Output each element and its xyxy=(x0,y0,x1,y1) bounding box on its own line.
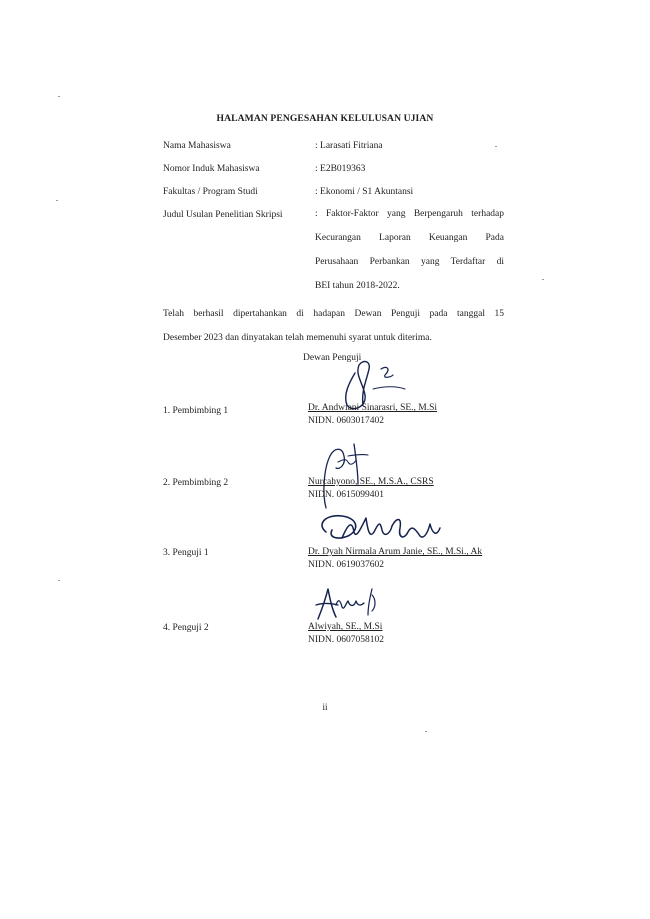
examiner-nidn: NIDN. 0607058102 xyxy=(308,635,384,645)
examiner-nidn: NIDN. 0619037602 xyxy=(308,560,384,570)
examiner-name: Dr. Dyah Nirmala Arum Janie, SE., M.Si., Ak xyxy=(308,547,483,557)
statement-line: Telah berhasil dipertahankan di hadapan Dewan Penguji pada tanggal 15 xyxy=(163,309,504,319)
examiner-nidn: NIDN. 0615099401 xyxy=(308,490,384,500)
thesis-line: : Faktor-Faktor yang Berpengaruh terhadap xyxy=(315,209,504,219)
field-label: Fakultas / Program Studi xyxy=(163,187,258,197)
examiner-role: 2. Pembimbing 2 xyxy=(163,478,229,488)
document-title: HALAMAN PENGESAHAN KELULUSAN UJIAN xyxy=(216,113,434,124)
scan-speck xyxy=(58,580,60,581)
page-number: ii xyxy=(322,702,328,712)
thesis-line: BEI tahun 2018-2022. xyxy=(315,281,400,291)
examiner-name: Nurcahyono, SE., M.S.A., CSRS xyxy=(308,477,434,487)
examiner-nidn: NIDN. 0603017402 xyxy=(308,416,384,426)
scan-speck xyxy=(425,731,427,732)
thesis-line: Perusahaan Perbankan yang Terdaftar di xyxy=(315,257,504,267)
field-value: : Larasati Fitriana xyxy=(315,141,383,151)
examiner-name: Dr. Andwiani Sinarasri, SE., M.Si xyxy=(308,403,438,413)
examiner-3 xyxy=(308,546,482,572)
scan-speck xyxy=(542,279,544,280)
scan-speck xyxy=(58,96,60,97)
examiner-role: 1. Pembimbing 1 xyxy=(163,406,229,416)
scan-speck xyxy=(495,146,497,147)
statement-line: Desember 2023 dan dinyatakan telah memenuhi syarat untuk diterima. xyxy=(163,333,432,343)
signature-penguji-2 xyxy=(312,585,392,625)
thesis-line: Kecurangan Laporan Keuangan Pada xyxy=(315,233,504,243)
examiner-4 xyxy=(308,621,384,647)
field-label: Judul Usulan Penelitian Skripsi xyxy=(163,210,283,220)
examiner-role: 4. Penguji 2 xyxy=(163,623,209,633)
examiner-1 xyxy=(308,402,437,428)
statement-paragraph xyxy=(163,306,504,354)
field-label: Nama Mahasiswa xyxy=(163,141,231,151)
examiner-name: Alwiyah, SE., M.Si xyxy=(308,622,383,632)
thesis-title xyxy=(315,206,504,302)
examiner-role: 3. Penguji 1 xyxy=(163,548,209,558)
board-heading: Dewan Penguji xyxy=(303,353,362,363)
scan-speck xyxy=(56,200,58,201)
field-value: : Ekonomi / S1 Akuntansi xyxy=(315,187,414,197)
examiner-2 xyxy=(308,476,434,502)
field-value: : E2B019363 xyxy=(315,164,366,174)
field-label: Nomor Induk Mahasiswa xyxy=(163,164,260,174)
